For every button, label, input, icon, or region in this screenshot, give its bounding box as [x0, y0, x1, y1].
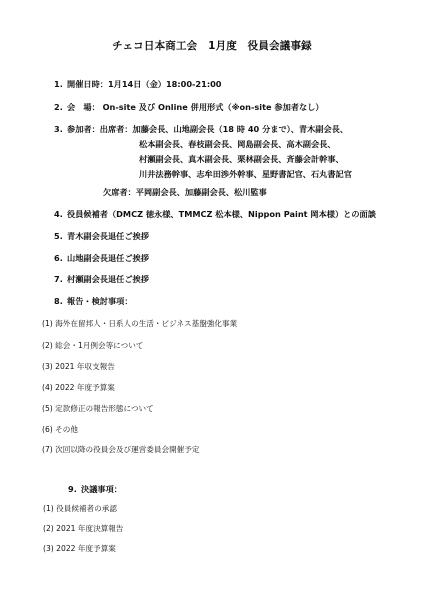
- resolution-item: (2) 2021 年度決算報告: [43, 524, 124, 533]
- farewell-murase: 村瀬副会長退任ご挨拶: [67, 274, 149, 284]
- item-3-number: 3.: [54, 124, 63, 134]
- report-item: (3) 2021 年収支報告: [42, 362, 115, 371]
- document-title: チェコ日本商工会 1月度 役員会議事録: [112, 40, 312, 52]
- attendees-line-4: 川井法務幹事、志牟田渉外幹事、星野書記官、石丸書記官: [139, 169, 352, 179]
- item-8-number: 8.: [54, 296, 63, 306]
- absent-line: 欠席者：平岡副会長、加藤副会長、松川監事: [103, 187, 267, 197]
- report-item: (5) 定款修正の報告形態について: [42, 404, 154, 413]
- item-4-number: 4.: [54, 209, 63, 219]
- item-1-number: 1.: [54, 79, 63, 89]
- item-7-number: 7.: [54, 274, 63, 284]
- meeting-datetime: 開催日時：1月14日（金）18:00-21:00: [67, 79, 222, 89]
- attendees-line-2: 松本副会長、春枝副会長、岡島副会長、高木副会長、: [139, 139, 336, 149]
- report-item: (6) その他: [42, 425, 78, 434]
- item-9-number: 9.: [68, 484, 77, 494]
- item-5-number: 5.: [54, 231, 63, 241]
- report-item: (4) 2022 年度予算案: [42, 383, 115, 392]
- resolution-item: (1) 役員候補者の承認: [43, 504, 117, 513]
- farewell-aoki: 青木副会長退任ご挨拶: [67, 231, 149, 241]
- attendees-line-3: 村瀬副会長、真木副会長、栗林副会長、斉藤会計幹事、: [139, 154, 344, 164]
- resolution-section-heading: 決議事項：: [81, 484, 122, 494]
- candidate-interview: 役員候補者（DMCZ 徳永様、TMMCZ 松本様、Nippon Paint 岡本様）との面談: [67, 209, 376, 219]
- farewell-yamaji: 山地副会長退任ご挨拶: [67, 253, 149, 263]
- report-item: (2) 総会・1月例会等について: [42, 341, 144, 350]
- report-item: (1) 海外在留邦人・日系人の生活・ビジネス基盤強化事業: [42, 319, 238, 328]
- meeting-venue: 会 場： On-site 及び Online 併用形式（※on-site 参加者なし）: [67, 102, 324, 112]
- report-section-heading: 報告・検討事項：: [67, 296, 133, 306]
- resolution-item: (3) 2022 年度予算案: [43, 544, 116, 553]
- attendees-line-1: 参加者：出席者：加藤会長、山地副会長（18 時 40 分まで）、青木副会長、: [67, 124, 349, 134]
- report-item: (7) 次回以降の役員会及び運営委員会開催予定: [42, 445, 200, 454]
- item-2-number: 2.: [54, 102, 63, 112]
- item-6-number: 6.: [54, 253, 63, 263]
